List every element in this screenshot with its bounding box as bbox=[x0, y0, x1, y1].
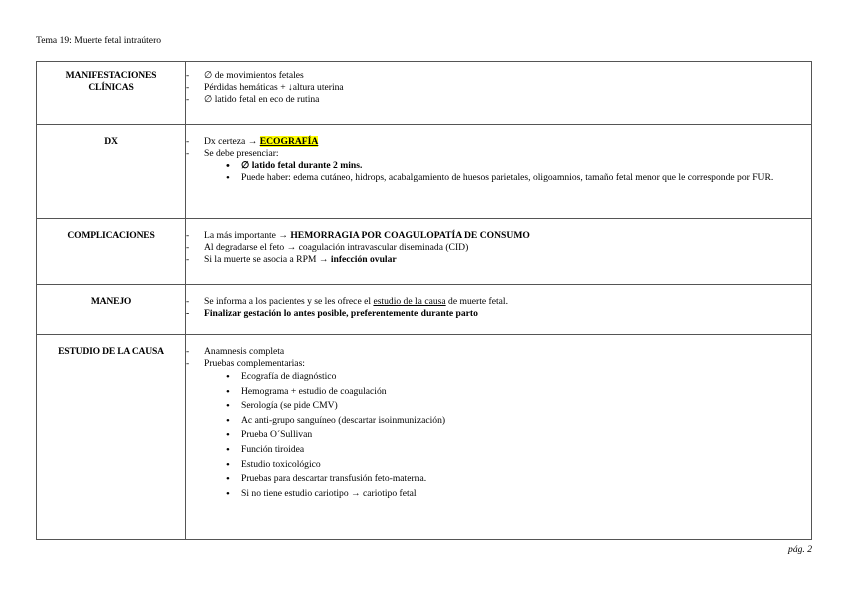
row-content-manifestaciones bbox=[186, 62, 812, 125]
arrow-right-icon: → bbox=[351, 487, 361, 499]
row-label-manejo bbox=[37, 285, 186, 335]
sub-list-item: • Función tiroidea bbox=[226, 443, 811, 458]
sub-list-item: • ∅ latido fetal durante 2 mins. bbox=[226, 160, 811, 172]
list-item: - ∅ de movimientos fetales bbox=[186, 70, 811, 82]
table-row bbox=[37, 335, 812, 540]
row-content-manejo bbox=[186, 285, 812, 335]
row-label-complicaciones bbox=[37, 219, 186, 285]
arrow-right-icon: → bbox=[286, 242, 297, 253]
row-content-dx bbox=[186, 125, 812, 219]
sub-list-item: • Ac anti-grupo sanguíneo (descartar isoinmunización) bbox=[226, 414, 811, 429]
list-item: - Si la muerte se asocia a RPM → infección ovular bbox=[186, 254, 811, 266]
label-line: DX bbox=[104, 136, 118, 147]
label-line: COMPLICACIONES bbox=[67, 230, 155, 241]
list-item: - Finalizar gestación lo antes posible, preferentemente durante parto bbox=[186, 308, 811, 320]
sub-list-item: • Serología (se pide CMV) bbox=[226, 399, 811, 414]
list-item: - Se debe presenciar: bbox=[186, 148, 811, 160]
document-title: Tema 19: Muerte fetal intraútero bbox=[36, 35, 162, 46]
arrow-right-icon: → bbox=[278, 230, 288, 241]
sub-list-item: • Si no tiene estudio cariotipo → cariotipo fetal bbox=[226, 487, 811, 502]
page-number: pág. 2 bbox=[788, 544, 812, 555]
row-label-dx bbox=[37, 125, 186, 219]
arrow-right-icon: → bbox=[318, 254, 329, 265]
table-row bbox=[37, 125, 812, 219]
row-content-complicaciones bbox=[186, 219, 812, 285]
list-item: - Anamnesis completa bbox=[186, 346, 811, 358]
list-item: - Pérdidas hemáticas + ↓altura uterina bbox=[186, 82, 811, 94]
row-content-estudio-causa bbox=[186, 335, 812, 540]
label-line: CLÍNICAS bbox=[88, 82, 134, 93]
list-item: - La más importante → HEMORRAGIA POR COAGULOPATÍA DE CONSUMO bbox=[186, 230, 811, 242]
list-item: - Pruebas complementarias: bbox=[186, 358, 811, 370]
arrow-right-icon: → bbox=[247, 136, 258, 147]
label-line: ESTUDIO DE LA CAUSA bbox=[58, 346, 164, 357]
sub-list-item: • Hemograma + estudio de coagulación bbox=[226, 385, 811, 400]
highlight-ecografia: ECOGRAFÍA bbox=[259, 136, 319, 147]
sub-list-item: • Ecografía de diagnóstico bbox=[226, 370, 811, 385]
label-line: MANEJO bbox=[90, 296, 132, 307]
table-row bbox=[37, 62, 812, 125]
table-row bbox=[37, 219, 812, 285]
sub-list-item: • Puede haber: edema cutáneo, hidrops, acabalgamiento de huesos parietales, oligoamnios, tamaño fetal menor que le corresponde por FUR. bbox=[226, 172, 811, 184]
list-item: - Se informa a los pacientes y se les ofrece el estudio de la causa de muerte fetal. bbox=[186, 296, 811, 308]
list-item: - Dx certeza → ECOGRAFÍA bbox=[186, 136, 811, 148]
table-row bbox=[37, 285, 812, 335]
label-line: MANIFESTACIONES bbox=[65, 70, 157, 81]
summary-table bbox=[36, 61, 812, 540]
sub-list-item: • Prueba O´Sullivan bbox=[226, 428, 811, 443]
row-label-manifestaciones bbox=[37, 62, 186, 125]
sub-list-item: • Estudio toxicológico bbox=[226, 458, 811, 473]
list-item: - Al degradarse el feto → coagulación intravascular diseminada (CID) bbox=[186, 242, 811, 254]
row-label-estudio-causa bbox=[37, 335, 186, 540]
list-item: - ∅ latido fetal en eco de rutina bbox=[186, 94, 811, 106]
sub-list-item: • Pruebas para descartar transfusión feto-materna. bbox=[226, 472, 811, 487]
